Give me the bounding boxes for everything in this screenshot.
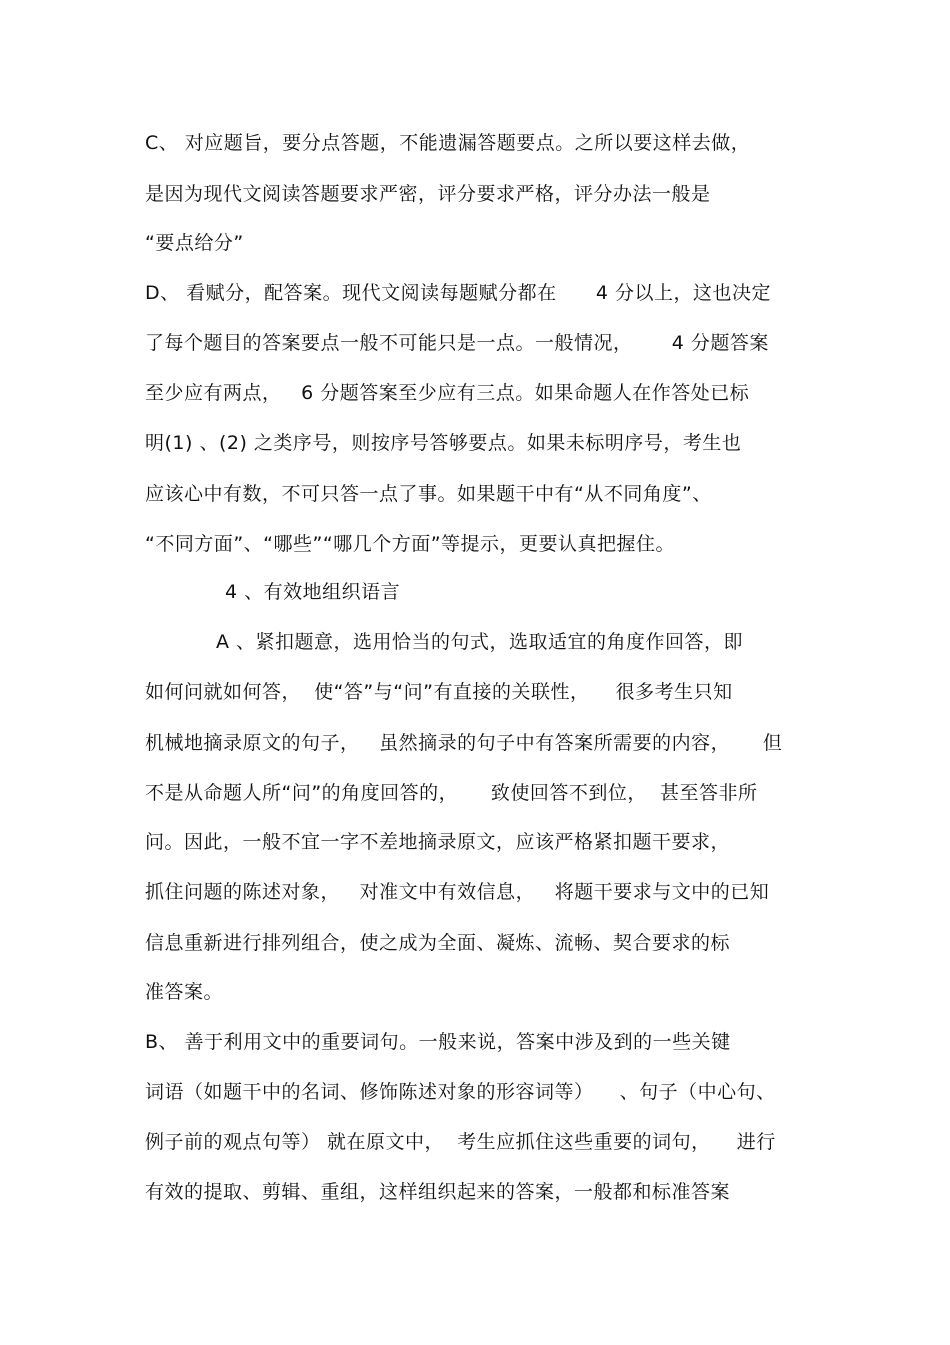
text-line: 至少应有两点， 6 分题答案至少应有三点。如果命题人在作答处已标 bbox=[145, 382, 750, 404]
text-line: 应该心中有数，不可只答一点了事。如果题干中有“从不同角度”、 bbox=[145, 483, 712, 505]
text-line: 词语（如题干中的名词、修饰陈述对象的形容词等） 、句子（中心句、 bbox=[145, 1081, 776, 1103]
text-line: 如何问就如何答， 使“答”与“问”有直接的关联性， 很多考生只知 bbox=[145, 681, 733, 703]
text-line: 抓住问题的陈述对象， 对准文中有效信息， 将题干要求与文中的已知 bbox=[145, 881, 770, 903]
text-line: 有效的提取、剪辑、重组，这样组织起来的答案，一般都和标准答案 bbox=[145, 1181, 731, 1203]
text-line: 例子前的观点句等） 就在原文中， 考生应抓住这些重要的词句， 进行 bbox=[145, 1131, 776, 1153]
text-line: 明(1) 、(2) 之类序号，则按序号答够要点。如果未标明序号，考生也 bbox=[145, 432, 742, 454]
text-line: 了每个题目的答案要点一般不可能只是一点。一般情况， 4 分题答案 bbox=[145, 332, 769, 354]
text-line: “要点给分” bbox=[145, 232, 244, 254]
text-line: 问。因此，一般不宜一字不差地摘录原文，应该严格紧扣题干要求， bbox=[145, 831, 731, 853]
text-line: B、 善于利用文中的重要词句。一般来说，答案中涉及到的一些关键 bbox=[145, 1031, 731, 1053]
text-line: 机械地摘录原文的句子， 虽然摘录的句子中有答案所需要的内容， 但 bbox=[145, 732, 783, 754]
text-line: 准答案。 bbox=[145, 981, 224, 1003]
text-line: 是因为现代文阅读答题要求严密，评分要求严格，评分办法一般是 bbox=[145, 183, 711, 205]
text-line: C、 对应题旨，要分点答题，不能遗漏答题要点。之所以要这样去做， bbox=[145, 132, 751, 154]
section-heading: 4 、有效地组织语言 bbox=[225, 581, 401, 603]
text-line: A 、紧扣题意，选用恰当的句式，选取适宜的角度作回答，即 bbox=[216, 631, 744, 653]
text-line: “不同方面”、“哪些”“哪几个方面”等提示，更要认真把握住。 bbox=[145, 533, 676, 555]
text-line: 信息重新进行排列组合，使之成为全面、凝炼、流畅、契合要求的标 bbox=[145, 932, 731, 954]
text-line: 不是从命题人所“问”的角度回答的， 致使回答不到位， 甚至答非所 bbox=[145, 782, 758, 804]
text-line: D、 看赋分，配答案。现代文阅读每题赋分都在 4 分以上，这也决定 bbox=[145, 282, 772, 304]
